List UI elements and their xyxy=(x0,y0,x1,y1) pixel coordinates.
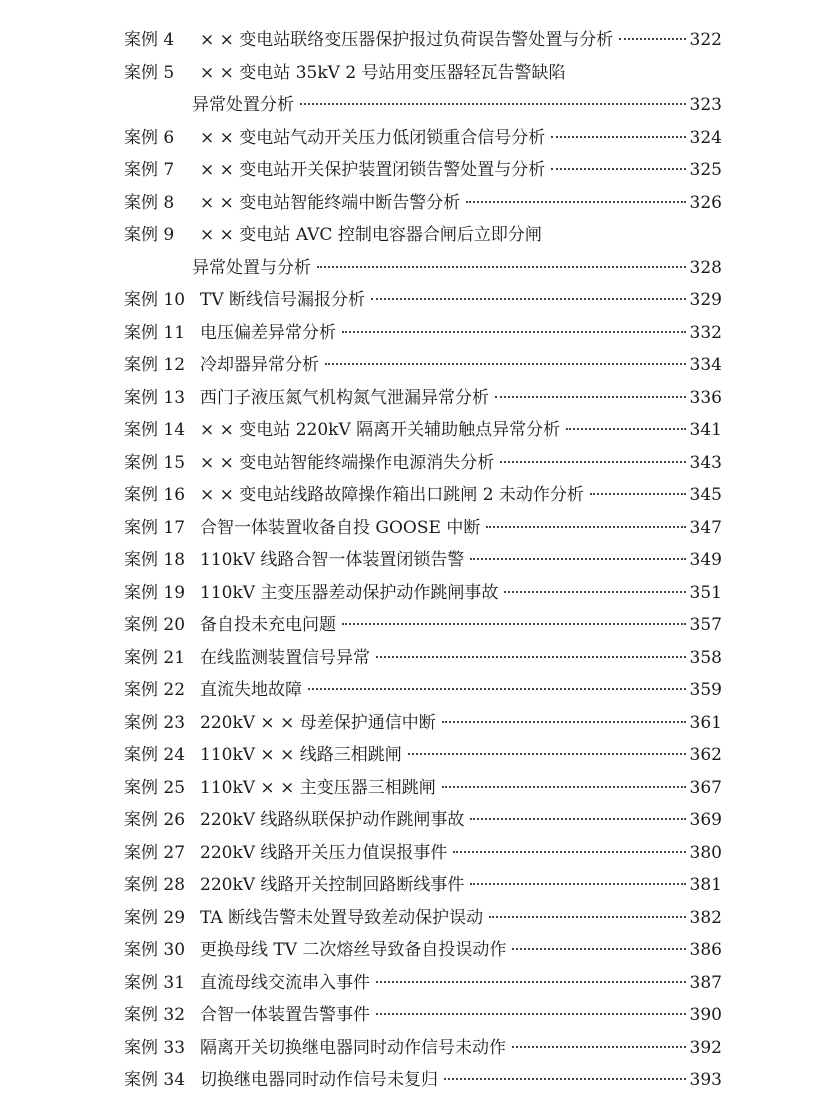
toc-entry[interactable] xyxy=(124,382,722,415)
case-title: 220kV 线路纵联保护动作跳闸事故 xyxy=(200,810,465,830)
case-label: 案例 12 xyxy=(124,355,186,375)
dot-leader xyxy=(466,201,685,203)
page-number: 367 xyxy=(689,777,722,798)
case-label: 案例 27 xyxy=(124,842,186,863)
case-title: × × 变电站 35kV 2 号站用变压器轻瓦告警缺陷 xyxy=(200,62,566,83)
toc-entry[interactable] xyxy=(124,902,722,935)
case-label: 案例 31 xyxy=(124,972,186,993)
page-number: 380 xyxy=(689,842,722,863)
case-title: 电压偏差异常分析 xyxy=(200,322,336,343)
page-number: 328 xyxy=(689,257,722,278)
case-title: 隔离开关切换继电器同时动作信号未动作 xyxy=(200,1037,506,1058)
toc-entry[interactable] xyxy=(124,837,722,870)
toc-entry[interactable] xyxy=(124,707,722,740)
case-label: 案例 32 xyxy=(124,1005,186,1025)
toc-entry[interactable] xyxy=(124,804,722,837)
dot-leader xyxy=(470,883,685,885)
dot-leader xyxy=(619,38,685,40)
case-title: 220kV 线路开关控制回路断线事件 xyxy=(200,875,465,895)
dot-leader xyxy=(566,428,685,430)
case-label: 案例 14 xyxy=(124,420,186,440)
case-label: 案例 7 xyxy=(124,160,175,180)
dot-leader xyxy=(376,1013,686,1015)
page-number: 362 xyxy=(689,745,722,765)
page-number: 369 xyxy=(689,810,722,830)
case-title: × × 变电站智能终端中断告警分析 xyxy=(200,192,461,213)
page-number: 334 xyxy=(689,355,722,375)
dot-leader xyxy=(551,136,685,138)
toc-entry-continuation[interactable] xyxy=(124,252,722,285)
page-number: 326 xyxy=(689,192,722,213)
case-title: × × 变电站气动开关压力低闭锁重合信号分析 xyxy=(200,127,546,148)
toc-entry[interactable] xyxy=(124,739,722,772)
toc-entry[interactable] xyxy=(124,154,722,187)
page-number: 382 xyxy=(689,907,722,928)
toc-entry[interactable] xyxy=(124,642,722,675)
dot-leader xyxy=(308,688,686,690)
case-title: 备自投未充电问题 xyxy=(200,615,336,635)
page-number: 386 xyxy=(689,940,722,960)
dot-leader xyxy=(408,753,686,755)
dot-leader xyxy=(551,168,685,170)
toc-entry[interactable] xyxy=(124,122,722,155)
toc-entry[interactable] xyxy=(124,869,722,902)
case-title: TA 断线告警未处置导致差动保护误动 xyxy=(200,907,484,928)
page-number: 381 xyxy=(689,875,722,895)
case-label: 案例 26 xyxy=(124,810,186,830)
dot-leader xyxy=(453,851,685,853)
case-label: 案例 24 xyxy=(124,745,186,765)
toc-entry[interactable] xyxy=(124,24,722,57)
page-number: 332 xyxy=(689,322,722,343)
page-number: 351 xyxy=(689,582,722,603)
page-number: 325 xyxy=(689,160,722,180)
case-title: 冷却器异常分析 xyxy=(200,355,319,375)
page-number: 358 xyxy=(689,647,722,668)
case-title: × × 变电站联络变压器保护报过负荷误告警处置与分析 xyxy=(200,30,614,50)
page-number: 390 xyxy=(689,1005,722,1025)
toc-entry[interactable] xyxy=(124,609,722,642)
page-number: 324 xyxy=(689,127,722,148)
case-title: × × 变电站智能终端操作电源消失分析 xyxy=(200,452,495,473)
case-title: 切换继电器同时动作信号未复归 xyxy=(200,1070,438,1090)
page-number: 323 xyxy=(689,95,722,115)
case-label: 案例 28 xyxy=(124,875,186,895)
dot-leader xyxy=(317,266,686,268)
case-title: 在线监测装置信号异常 xyxy=(200,647,370,668)
toc-entry[interactable] xyxy=(124,349,722,382)
case-label: 案例 25 xyxy=(124,777,186,798)
dot-leader xyxy=(342,623,686,625)
case-title: 合智一体装置告警事件 xyxy=(200,1005,370,1025)
dot-leader xyxy=(500,461,685,463)
case-label: 案例 23 xyxy=(124,712,186,733)
toc-entry[interactable] xyxy=(124,577,722,610)
case-title: × × 变电站 AVC 控制电容器合闸后立即分闸 xyxy=(200,225,542,245)
case-title: TV 断线信号漏报分析 xyxy=(200,290,366,310)
case-label: 案例 13 xyxy=(124,387,186,408)
dot-leader xyxy=(504,591,685,593)
dot-leader xyxy=(376,981,686,983)
case-label: 案例 11 xyxy=(124,322,186,343)
page-number: 322 xyxy=(689,30,722,50)
dot-leader xyxy=(495,396,686,398)
case-label: 案例 20 xyxy=(124,615,186,635)
dot-leader xyxy=(470,558,685,560)
page-number: 329 xyxy=(689,290,722,310)
case-title: 110kV 主变压器差动保护动作跳闸事故 xyxy=(200,582,499,603)
case-title: 直流母线交流串入事件 xyxy=(200,972,370,993)
dot-leader xyxy=(489,916,685,918)
case-title: 西门子液压氮气机构氮气泄漏异常分析 xyxy=(200,387,489,408)
dot-leader xyxy=(512,948,685,950)
case-title: × × 变电站线路故障操作箱出口跳闸 2 未动作分析 xyxy=(200,485,584,505)
dot-leader xyxy=(376,656,686,658)
page-number: 359 xyxy=(689,680,722,700)
dot-leader xyxy=(342,331,686,333)
case-label: 案例 4 xyxy=(124,30,175,50)
case-label: 案例 29 xyxy=(124,907,186,928)
case-label: 案例 18 xyxy=(124,550,186,570)
case-title-continued: 异常处置与分析 xyxy=(192,257,311,278)
page-number: 345 xyxy=(689,485,722,505)
dot-leader xyxy=(470,818,685,820)
toc-entry[interactable] xyxy=(124,999,722,1032)
page-number: 387 xyxy=(689,972,722,993)
page-number: 341 xyxy=(689,420,722,440)
case-label: 案例 10 xyxy=(124,290,186,310)
page-number: 357 xyxy=(689,615,722,635)
toc-entry-continuation[interactable] xyxy=(124,89,722,122)
toc-entry[interactable] xyxy=(124,544,722,577)
dot-leader xyxy=(444,1078,686,1080)
toc-entry[interactable] xyxy=(124,512,722,545)
case-label: 案例 30 xyxy=(124,940,186,960)
dot-leader xyxy=(442,721,686,723)
case-label: 案例 15 xyxy=(124,452,186,473)
dot-leader xyxy=(486,526,685,528)
table-of-contents xyxy=(124,24,722,1097)
case-label: 案例 8 xyxy=(124,192,175,213)
case-title: × × 变电站开关保护装置闭锁告警处置与分析 xyxy=(200,160,546,180)
page-number: 392 xyxy=(689,1037,722,1058)
case-label: 案例 21 xyxy=(124,647,186,668)
case-title: × × 变电站 220kV 隔离开关辅助触点异常分析 xyxy=(200,420,561,440)
toc-entry[interactable] xyxy=(124,674,722,707)
case-label: 案例 17 xyxy=(124,517,186,538)
case-title: 110kV × × 线路三相跳闸 xyxy=(200,745,402,765)
toc-entry[interactable] xyxy=(124,1064,722,1097)
toc-entry[interactable] xyxy=(124,934,722,967)
case-label: 案例 22 xyxy=(124,680,186,700)
page-number: 343 xyxy=(689,452,722,473)
case-title: 220kV × × 母差保护通信中断 xyxy=(200,712,436,733)
dot-leader xyxy=(442,786,686,788)
page-number: 361 xyxy=(689,712,722,733)
case-label: 案例 9 xyxy=(124,225,175,245)
page-number: 336 xyxy=(689,387,722,408)
toc-entry[interactable] xyxy=(124,967,722,1000)
toc-entry[interactable] xyxy=(124,414,722,447)
case-title: 合智一体装置收备自投 GOOSE 中断 xyxy=(200,517,481,538)
case-label: 案例 16 xyxy=(124,485,186,505)
case-title: 更换母线 TV 二次熔丝导致备自投误动作 xyxy=(200,940,507,960)
case-title-continued: 异常处置分析 xyxy=(192,95,294,115)
case-title: 220kV 线路开关压力值误报事件 xyxy=(200,842,448,863)
page-number: 349 xyxy=(689,550,722,570)
case-label: 案例 34 xyxy=(124,1070,186,1090)
case-label: 案例 6 xyxy=(124,127,175,148)
page-number: 393 xyxy=(689,1070,722,1090)
case-label: 案例 5 xyxy=(124,62,175,83)
toc-entry[interactable] xyxy=(124,284,722,317)
case-title: 110kV × × 主变压器三相跳闸 xyxy=(200,777,436,798)
dot-leader xyxy=(590,493,686,495)
toc-entry[interactable] xyxy=(124,1032,722,1065)
toc-entry[interactable] xyxy=(124,479,722,512)
case-title: 110kV 线路合智一体装置闭锁告警 xyxy=(200,550,465,570)
page-number: 347 xyxy=(689,517,722,538)
case-label: 案例 19 xyxy=(124,582,186,603)
toc-entry[interactable] xyxy=(124,772,722,805)
case-label: 案例 33 xyxy=(124,1037,186,1058)
toc-entry[interactable] xyxy=(124,187,722,220)
dot-leader xyxy=(371,298,686,300)
toc-entry[interactable] xyxy=(124,447,722,480)
toc-entry[interactable] xyxy=(124,219,722,252)
toc-entry[interactable] xyxy=(124,317,722,350)
case-title: 直流失地故障 xyxy=(200,680,302,700)
dot-leader xyxy=(325,363,686,365)
dot-leader xyxy=(512,1046,686,1048)
dot-leader xyxy=(300,103,686,105)
toc-entry[interactable] xyxy=(124,57,722,90)
